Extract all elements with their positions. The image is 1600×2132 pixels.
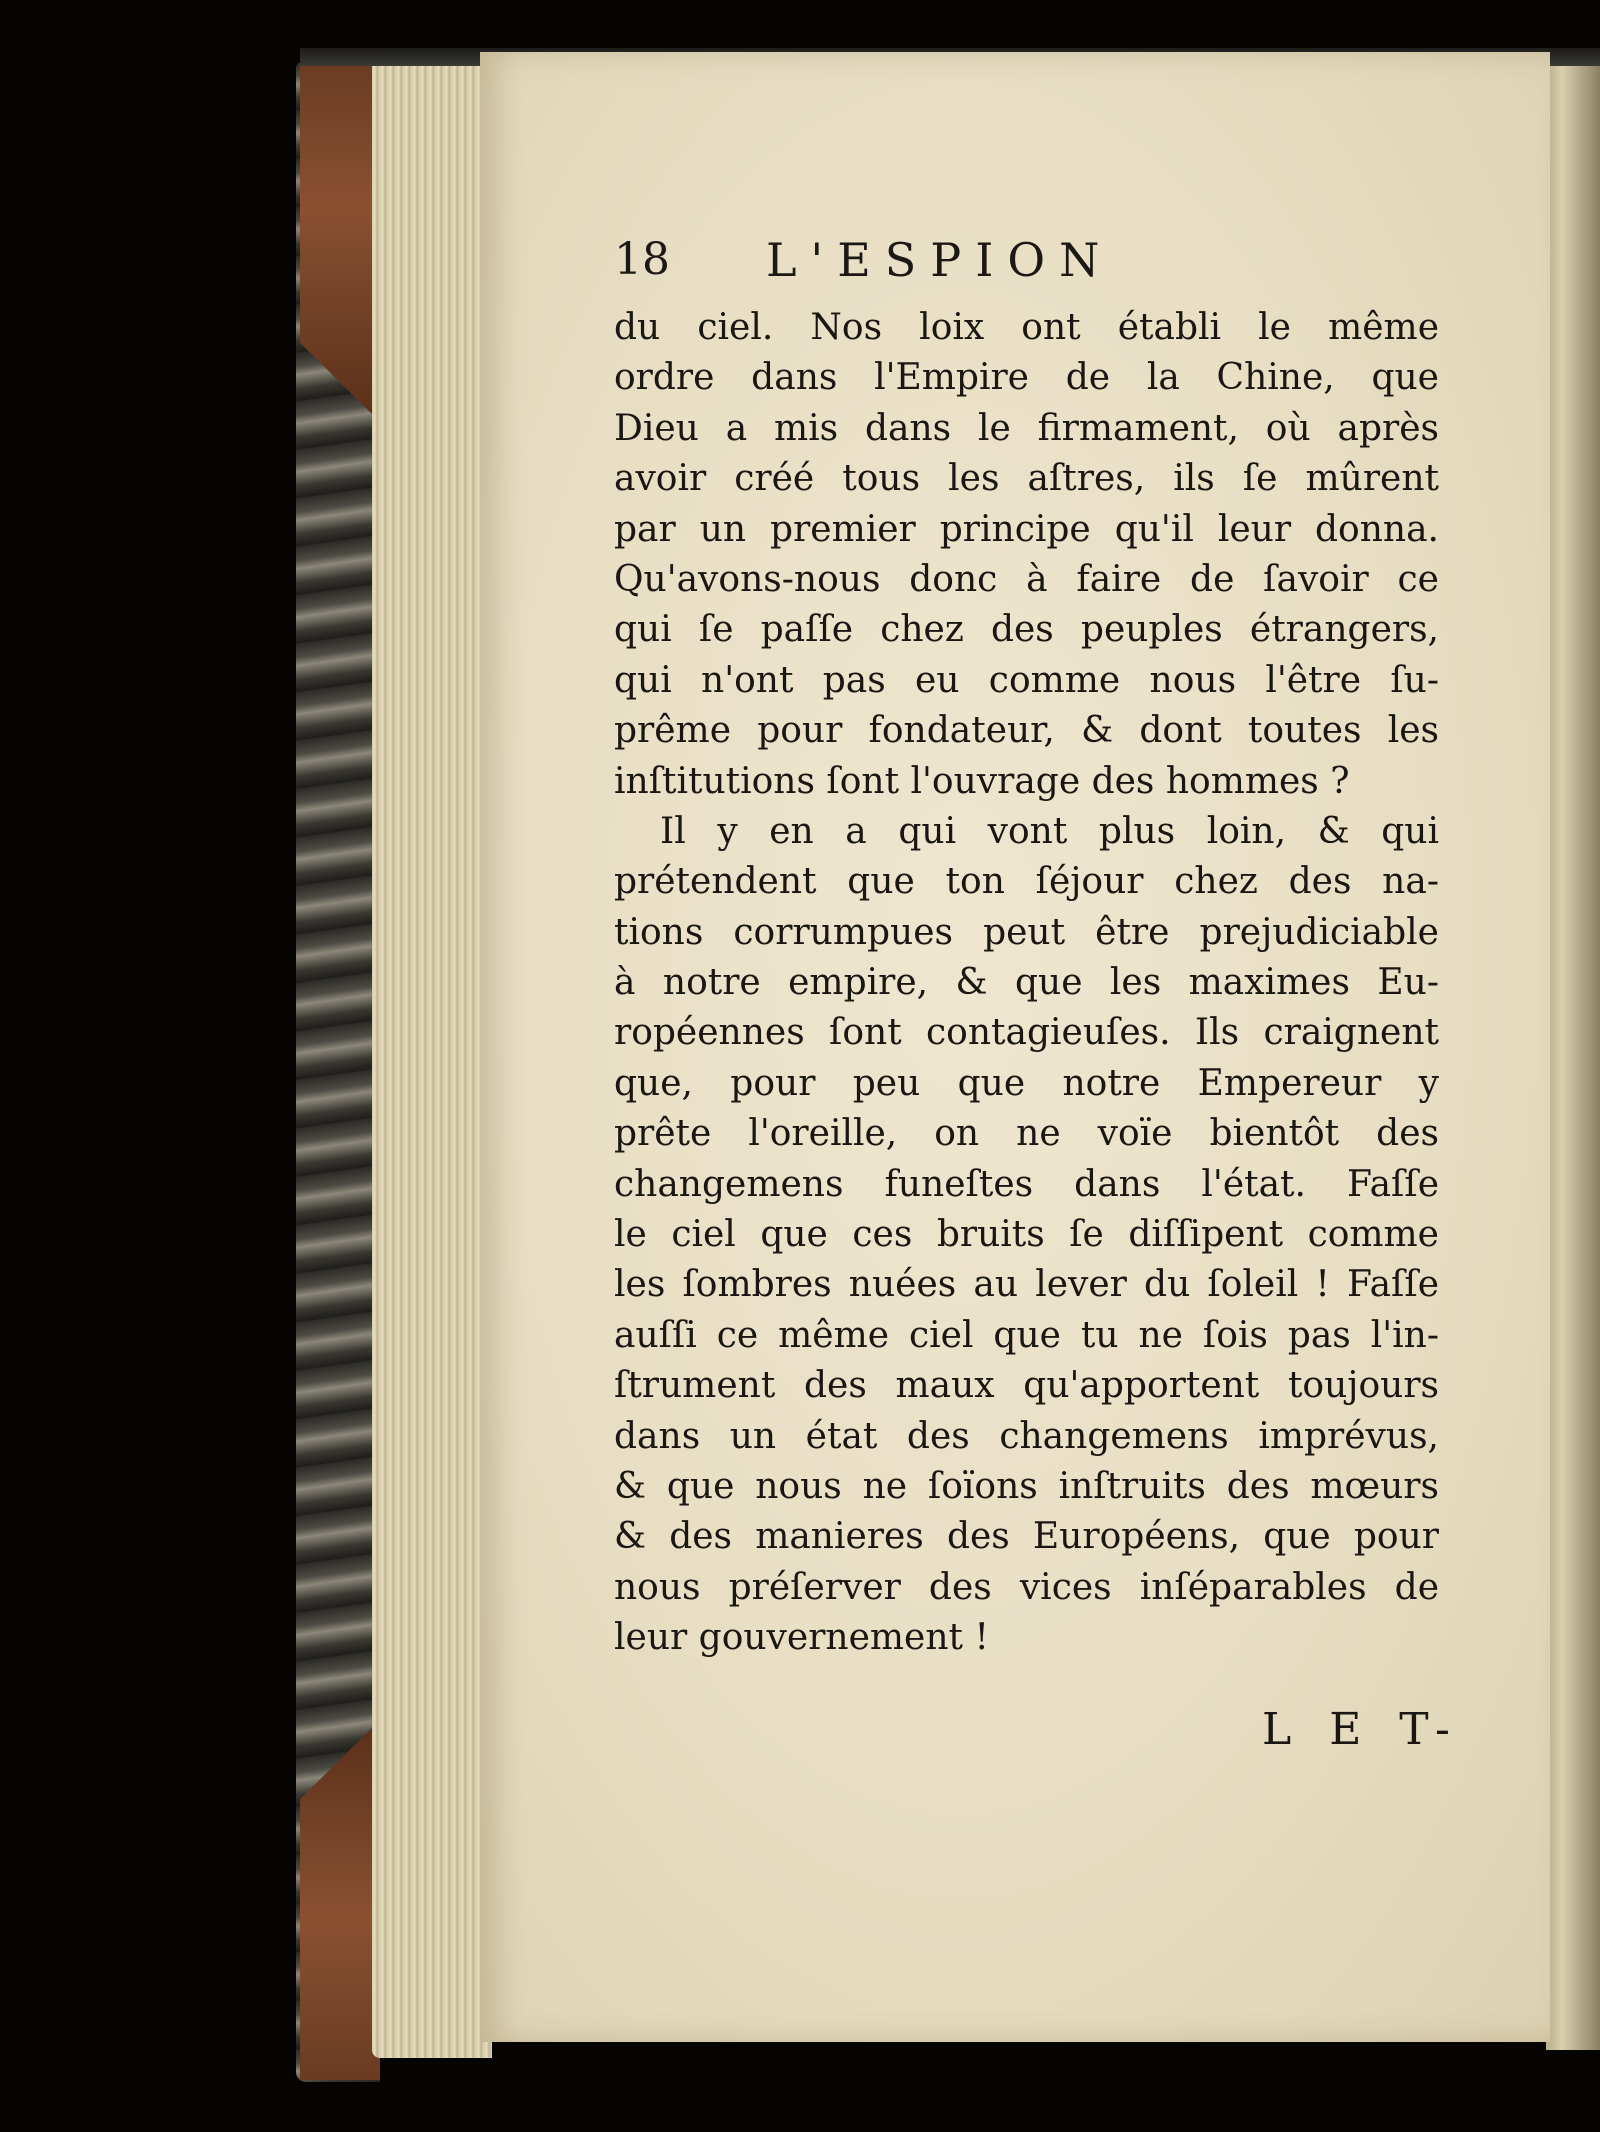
text-line: que, pour peu que notre Empereur y [614, 1062, 1439, 1104]
text-line: prême pour fondateur, & dont toutes les [614, 710, 1439, 752]
text-line: à notre empire, & que les maximes Eu- [614, 962, 1439, 1004]
catchword: L E T- [1262, 1704, 1462, 1755]
page-header [614, 230, 1434, 290]
text-line: Qu'avons-nous donc à faire de ſavoir ce [614, 558, 1439, 600]
body-text [614, 303, 1439, 1664]
text-line: qui ſe paſſe chez des peuples étrangers, [614, 609, 1439, 651]
text-line: & que nous ne ſoïons inſtruits des mœurs [614, 1465, 1439, 1507]
text-line: dans un état des changemens imprévus, [614, 1415, 1439, 1457]
text-line: leur gouvernement ! [614, 1617, 989, 1659]
page-edges [372, 58, 492, 2058]
text-line: tions corrumpues peut être prejudiciable [614, 911, 1439, 953]
facing-page-edge [1546, 60, 1600, 2050]
text-line: prétendent que ton ſéjour chez des na- [614, 861, 1439, 903]
text-line: changemens funeſtes dans l'état. Faſſe [614, 1163, 1439, 1205]
text-line: le ciel que ces bruits ſe diſſipent comme [614, 1214, 1439, 1256]
text-line: qui n'ont pas eu comme nous l'être ſu- [614, 659, 1439, 701]
text-line: par un premier principe qu'il leur donna. [614, 508, 1439, 550]
text-line: Dieu a mis dans le firmament, où après [614, 407, 1439, 449]
text-line: les ſombres nuées au lever du ſoleil ! Faſſe [614, 1264, 1439, 1306]
text-line: ropéennes ſont contagieuſes. Ils craignent [614, 1012, 1439, 1054]
text-line: avoir créé tous les aſtres, ils ſe mûrent [614, 458, 1439, 500]
text-line: nous préſerver des vices inſéparables de [614, 1566, 1439, 1608]
page-number: 18 [614, 234, 670, 285]
text-line: Il y en a qui vont plus loin, & qui [660, 810, 1439, 852]
text-line: & des manieres des Européens, que pour [614, 1516, 1439, 1558]
text-line: inſtitutions ſont l'ouvrage des hommes ? [614, 760, 1350, 802]
text-line: ordre dans l'Empire de la Chine, que [614, 357, 1439, 399]
running-head: L'ESPION [766, 233, 1114, 287]
text-line: auſſi ce même ciel que tu ne ſois pas l'in- [614, 1314, 1439, 1356]
text-line: ſtrument des maux qu'apportent toujours [614, 1365, 1439, 1407]
text-line: du ciel. Nos loix ont établi le même [614, 307, 1439, 348]
text-line: prête l'oreille, on ne voïe bientôt des [614, 1113, 1439, 1155]
